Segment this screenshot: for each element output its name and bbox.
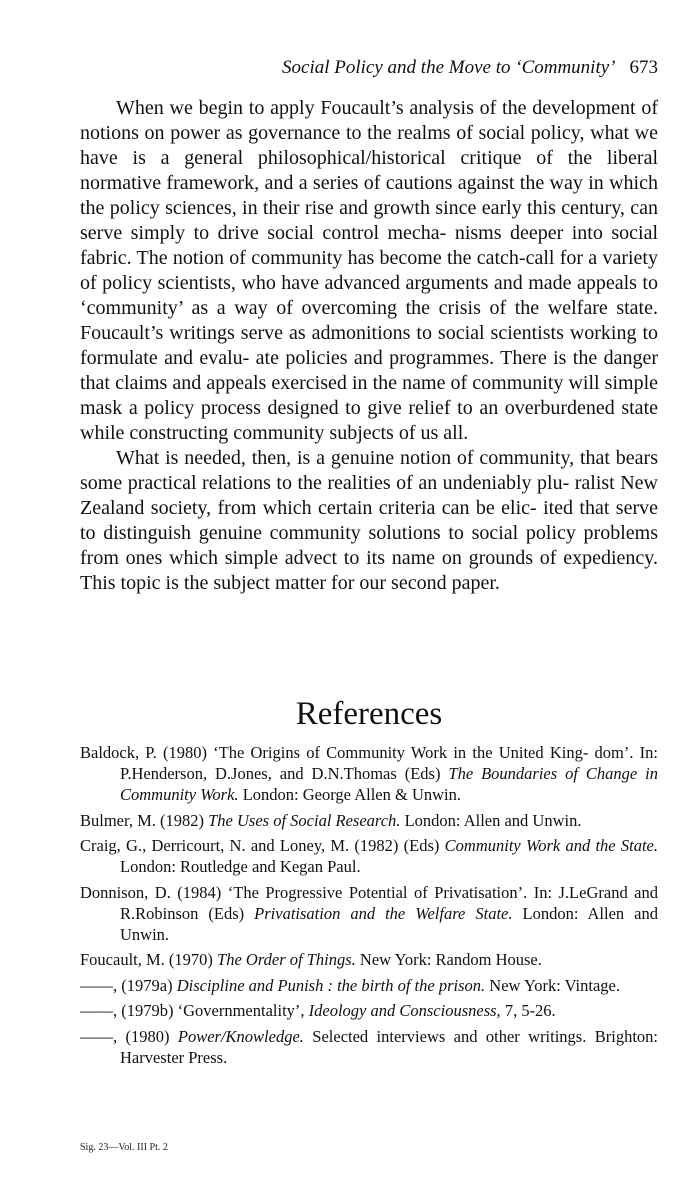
reference-entry xyxy=(80,1026,658,1068)
reference-text: Baldock, P. (1980) ‘The Origins of Community Work in the United King- dom’. In: P.Henderson, D.Jones, and D.N.Thomas (Eds) xyxy=(80,743,658,783)
running-head xyxy=(80,56,658,80)
reference-entry xyxy=(80,949,658,970)
reference-text: ——, (1979b) ‘Governmentality’, xyxy=(80,1001,309,1020)
reference-entry xyxy=(80,742,658,805)
references-heading: References xyxy=(295,696,443,732)
reference-title: The Uses of Social Research. xyxy=(208,810,401,830)
signature-footer: Sig. 23—Vol. III Pt. 2 xyxy=(80,1142,168,1153)
reference-title: Discipline and Punish : the birth of the prison. xyxy=(176,975,486,995)
reference-list xyxy=(80,742,658,1072)
reference-text: Donnison, D. (1984) ‘The Progressive Potential of Privatisation’. In: J.LeGrand and R.Robinson (Eds) xyxy=(80,882,658,923)
running-head-title: Social Policy and the Move to ‘Community’ xyxy=(282,57,616,78)
reference-entry xyxy=(80,1000,658,1021)
body-text xyxy=(80,96,658,596)
reference-publisher: New York: Vintage. xyxy=(485,975,620,995)
reference-publisher: London: Allen and Unwin. xyxy=(400,810,582,830)
reference-publisher: London: Routledge and Kegan Paul. xyxy=(120,857,361,876)
reference-entry xyxy=(80,975,658,996)
reference-text: ——, (1980) xyxy=(80,1026,178,1046)
page-number: 673 xyxy=(629,57,658,78)
reference-entry xyxy=(80,810,658,831)
reference-publisher: Selected interviews and other writings. Brighton: Harvester Press. xyxy=(120,1026,658,1067)
reference-title: The Order of Things. xyxy=(217,950,356,969)
reference-text: Bulmer, M. (1982) xyxy=(80,810,209,830)
reference-text: Foucault, M. (1970) xyxy=(80,950,218,969)
reference-publisher: 7, 5-26. xyxy=(500,1001,556,1020)
reference-entry xyxy=(80,835,658,877)
reference-publisher: London: George Allen & Unwin. xyxy=(238,785,461,804)
reference-publisher: London: Allen and Unwin. xyxy=(120,903,659,944)
reference-publisher: New York: Random House. xyxy=(355,950,542,969)
body-paragraph: When we begin to apply Foucault’s analysis of the development of notions on power as governance to the realms of social policy, what we have is a general philosophical/historical critique of the liberal normative framework, and a series of cautions against the way in which the policy sciences, in their rise and growth since early this century, can serve simply to drive social control mecha- nisms deeper into social fabric. The notion of community has become the catch-call for a variety of policy scientists, who have advanced arguments and made appeals to ‘community’ as a way of overcoming the crisis of the welfare state. Foucault’s writings serve as admonitions to social scientists working to formulate and evalu- ate policies and programmes. There is the danger that claims and appeals exercised in the name of community will simple mask a policy process designed to give relief to an overburdened state while constructing community subjects of us all. xyxy=(80,97,658,444)
body-paragraph: What is needed, then, is a genuine notion of community, that bears some practical relations to the realities of an undeniably plu- ralist New Zealand society, from which certain criteria can be elic- ited that serve to distinguish genuine community solutions to social policy problems from ones which simple advect to its name on grounds of expediency. This topic is the subject matter for our second paper. xyxy=(80,447,658,594)
reference-text: Craig, G., Derricourt, N. and Loney, M. (1982) (Eds) xyxy=(80,836,445,855)
reference-text: ——, (1979a) xyxy=(80,975,177,995)
reference-title: The Boundaries of Change in Community Work. xyxy=(120,764,658,804)
reference-entry xyxy=(80,882,658,945)
reference-title: Privatisation and the Welfare State. xyxy=(254,903,513,923)
reference-title: Power/Knowledge. xyxy=(177,1026,304,1046)
reference-title: Ideology and Consciousness, xyxy=(308,1001,501,1020)
reference-title: Community Work and the State. xyxy=(444,836,658,855)
